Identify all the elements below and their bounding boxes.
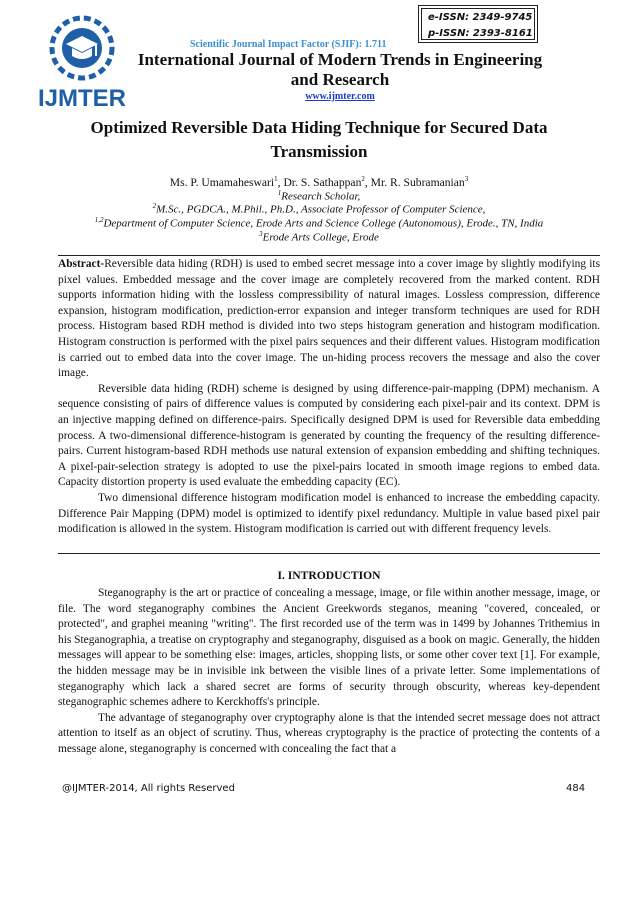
author-2: , Dr. S. Sathappan [277,175,362,189]
affiliation-2-sup: 2 [152,202,157,210]
journal-title [130,50,550,90]
abstract-p2: Reversible data hiding (RDH) scheme is designed by using difference-pair-mapping (DPM) mechanism. A sequence consisting of pairs of difference values is computed by considering each pixel-pair and its context. DPM is an injective mapping defined on difference-pairs. Specifically designed DPM is used for Reversible data embedding process. A two-dimensional difference-histogram is generated by counting the frequency of the resulting difference-pairs. Current histogram-based RDH methods use natural extension of expansion embedding and shifting techniques. A pixel-pair-selection strategy is adopted to use the pixel-pairs located in smooth image regions to embed data. Capacity distortion property is used evaluate the embedding capacity (EC). [58,382,600,489]
section-heading: I. INTRODUCTION [277,569,381,582]
body-text [58,586,600,758]
journal-title-line2: and Research [290,70,390,89]
abstract-p1 [58,257,600,382]
author-1-sup: 1 [274,175,278,183]
page-number: 484 [566,783,586,794]
issn-box [418,5,538,43]
affiliation-4-text: Erode Arts College, Erode [262,231,379,244]
pissn: p-ISSN: 2393-8161 [428,28,533,39]
abstract-p3: Two dimensional difference histogram modification model is enhanced to increase the embedding capacity. Difference Pair Mapping (DPM) model is optimized to identify pixel redundancy. Multiple in value based pixel pair modification is allowed in the system. Histogram modification is carried out with different frequency levels. [58,491,600,536]
affiliation-2-text: M.Sc., PGDCA., M.Phil., Ph.D., Associate Professor of Computer Science, [156,203,486,216]
author-3: , Mr. R. Subramanian [364,175,465,189]
intro-p1: Steganography is the art or practice of concealing a message, image, or file within another message, image, or file. The word steganography combines the Ancient Greekwords steganos, meaning "covered, concealed, or protected", and graphei meaning "writing". The first recorded use of the term was in 1499 by Johannes Trithemius in his Steganographia, a treatise on cryptography and steganography, disguised as a book on magic. Generally, the hidden messages will appear to be something else: images, articles, shopping lists, or some other cover text [1]. For example, the hidden message may be in invisible ink between the visible lines of a private letter. Some implementations of steganography which lack a shared secret are forms of security through obscurity, whereas key-dependent steganographic schemes adhere to Kerckhoffs's principle. [58,587,600,709]
abstract-bottom-rule [58,553,600,554]
affiliation-3-sup: 1,2 [94,216,104,224]
affiliation-3-text: Department of Computer Science, Erode Arts and Science College (Autonomous), Erode., TN, India [103,217,544,230]
author-1: Ms. P. Umamaheswari [169,175,275,189]
paper-title-line1: Optimized Reversible Data Hiding Technique for Secured Data [90,118,548,137]
affiliation-1-text: Research Scholar, [281,190,361,203]
abstract-label: Abstract- [58,258,105,270]
author-2-sup: 2 [361,175,365,183]
affiliation-4 [40,227,598,246]
logo-text: IJMTER [37,85,127,110]
footer-copyright: @IJMTER-2014, All rights Reserved [62,783,235,794]
affiliation-4-sup: 3 [259,230,263,238]
abstract [58,257,600,538]
eissn: e-ISSN: 2349-9745 [428,12,533,23]
paper-title-line2: Transmission [270,142,368,161]
impact-factor: Scientific Journal Impact Factor (SJIF): 1.711 [190,39,387,50]
paper-title [40,116,598,164]
journal-logo [36,14,128,110]
affiliation-1-sup: 1 [277,189,282,197]
abstract-top-rule [58,255,600,256]
author-3-sup: 3 [464,175,469,183]
journal-url-link[interactable]: www.ijmter.com [305,91,375,102]
intro-p2: The advantage of steganography over cryptography alone is that the intended secret message does not attract attention to itself as an object of scrutiny. Thus, whereas cryptography is the practice of protecting the contents of a message alone, steganography is concerned with concealing the fact that a [58,711,600,755]
abstract-p1-text: Reversible data hiding (RDH) is used to embed secret message into a cover image by slightly modifying its pixel values. Embedded message and the cover image are completely recovered from the marked content. RDH supports information hiding with the lossless compressibility of natural images. Lossless compression, difference expansion, histogram modification, prediction-error expansion and integer transform techniques are used for RDH process. Histogram based RDH method is divided into two steps histogram generation and histogram modification. Histogram construction is performed with the pixel pairs sequences and their different values. Histogram modification is carried out to embed data into the cover image. The un-hiding process recovers the message and also the cover image. [58,258,600,380]
journal-title-line1: International Journal of Modern Trends in Engineering [137,50,543,69]
